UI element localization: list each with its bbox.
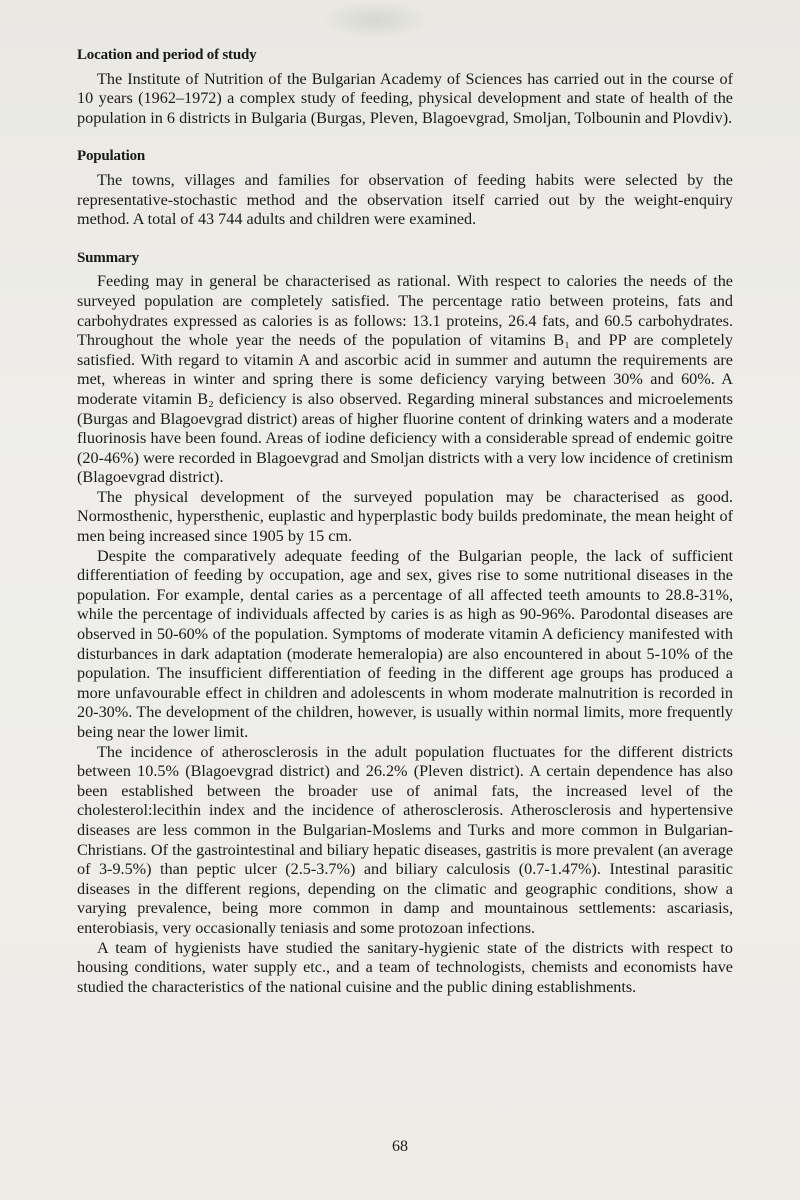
paragraph: The physical development of the surveyed population may be characterised as good. Normosthenic, hypersthenic, euplastic and hyperplastic body builds predominate, the mean height of men being increased since 1905 by 15 cm.	[77, 487, 733, 546]
paragraph: The incidence of atherosclerosis in the adult population fluctuates for the different districts between 10.5% (Blagoevgrad district) and 26.2% (Pleven district). A certain dependence has also been established between the broader use of animal fats, the increased level of the cholesterol:lecithin index and the incidence of atherosclerosis. Atherosclerosis and hypertensive diseases are less common in the Bulgarian-Moslems and Turks and more common in Bulgarian-Christians. Of the gastrointestinal and biliary hepatic diseases, gastritis is more prevalent (an average of 3-9.5%) than peptic ulcer (2.5-3.7%) and biliary calculosis (0.7-1.47%). Intestinal parasitic diseases in the different regions, depending on the climatic and geographic conditions, show a varying prevalence, being more common in damp and mountainous settlements: ascariasis, enterobiasis, very occasionally teniasis and some protozoan infections.	[77, 742, 733, 937]
paragraph: The towns, villages and families for observation of feeding habits were selected by the representative-stochastic method and the observation itself carried out by the weight-enquiry method. A total of 43 744 adults and children were examined.	[77, 170, 733, 229]
section-summary	[77, 249, 733, 998]
section-heading: Location and period of study	[77, 47, 257, 63]
paragraph: The Institute of Nutrition of the Bulgarian Academy of Sciences has carried out in the course of 10 years (1962–1972) a complex study of feeding, physical development and state of health of the population in 6 districts in Bulgaria (Burgas, Pleven, Blagoevgrad, Smoljan, Tolbounin and Plovdiv).	[77, 69, 733, 127]
paragraph: Feeding may in general be characterised as rational. With respect to calories the needs of the surveyed population are completely satisfied. The percentage ratio between proteins, fats and carbohydrates expressed as calories is as follows: 13.1 proteins, 26.4 fats, and 60.5 carbohydrates. Throughout the whole year the needs of the population of vitamins B₁ and PP are completely satisfied. With regard to vitamin A and ascorbic acid in summer and autumn the requirements are met, whereas in winter and spring there is some deficiency varying between 30% and 60%. A moderate vitamin B₂ deficiency is also observed. Regarding mineral substances and microelements (Burgas and Blagoevgrad district) areas of higher fluorine content of drinking waters and a moderate fluorinosis have been found. Areas of iodine deficiency with a considerable spread of endemic goitre (20-46%) were recorded in Blagoevgrad and Smoljan districts with a very low incidence of cretinism (Blagoevgrad district).	[77, 272, 733, 487]
section-heading: Summary	[77, 249, 139, 266]
section-heading: Population	[77, 148, 146, 165]
paper-stain	[320, 0, 430, 40]
paragraph: Despite the comparatively adequate feeding of the Bulgarian people, the lack of sufficient differentiation of feeding by occupation, age and sex, gives rise to some nutritional diseases in the population. For example, dental caries as a percentage of all affected teeth amounts to 28.8-31%, while the percentage of individuals affected by caries is as high as 90-96%. Parodontal diseases are observed in 50-60% of the population. Symptoms of moderate vitamin A deficiency manifested with disturbances in dark adaptation (moderate hemeralopia) are also encountered in about 5-10% of the population. The insufficient differentiation of feeding in the different age groups has produced a more unfavourable effect in children and adolescents in whom moderate malnutrition is recorded in 20-30%. The development of the children, however, is usually within normal limits, more frequently being near the lower limit.	[77, 546, 733, 741]
document-body	[77, 46, 733, 997]
section-location	[77, 46, 733, 128]
page-number: 68	[392, 1138, 408, 1155]
section-population	[77, 147, 733, 229]
paragraph: A team of hygienists have studied the sanitary-hygienic state of the districts with respect to housing conditions, water supply etc., and a team of technologists, chemists and economists have studied the characteristics of the national cuisine and the public dining establishments.	[77, 938, 733, 996]
